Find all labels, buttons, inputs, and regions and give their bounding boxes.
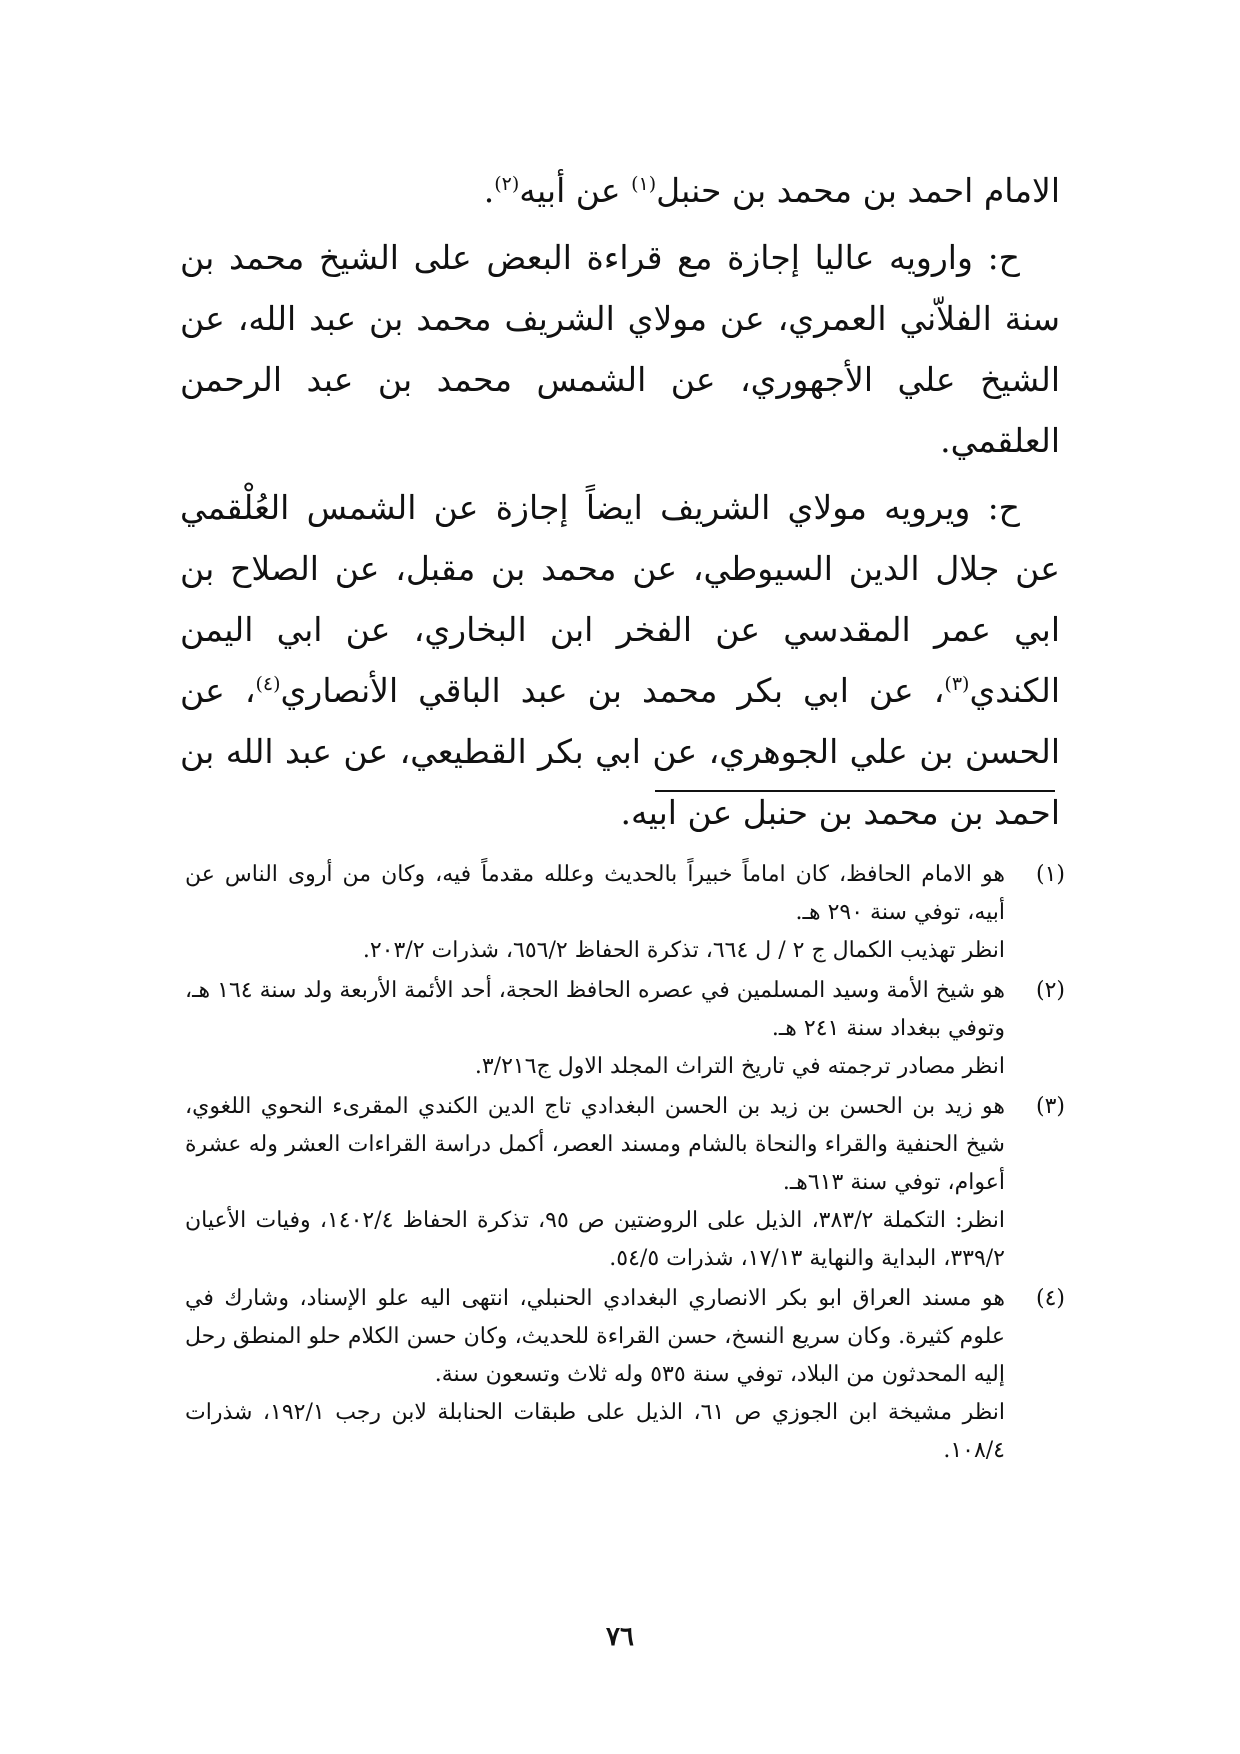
footnote-3 [185,1088,1065,1278]
main-paragraph-1 [180,160,1060,221]
paragraph-3-text-a: ح: ويرويه مولاي الشريف ايضاً إجازة عن الشمس العُلْقمي عن جلال الدين السيوطي، عن محمد بن مقبل، عن الصلاح بن ابي عمر المقدسي عن الفخر ابن البخاري، عن ابي اليمن الكندي [180,488,1061,710]
main-paragraph-2: ح: وارويه عاليا إجازة مع قراءة البعض على الشيخ محمد بن سنة الفلاّني العمري، عن مولاي الشريف محمد بن عبد الله، عن الشيخ علي الأجهوري، عن الشمس محمد بن عبد الرحمن العلقمي. [180,238,1060,460]
paragraph-1-text-b: عن أبيه [519,171,632,210]
paragraph-1-end: . [483,171,495,210]
footnote-number: (٢) [1035,978,1065,1003]
footnote-body [185,1280,1005,1470]
footnote-number: (١) [1035,862,1065,887]
paragraph-3-text-b: ، عن ابي بكر محمد بن عبد الباقي الأنصاري [280,671,945,710]
footnote-reference: انظر تهذيب الكمال ج ٢ / ل ٦٦٤، تذكرة الحفاظ ٦٥٦/٢، شذرات ٢٠٣/٢. [362,938,1005,963]
footnote-reference: انظر: التكملة ٣٨٣/٢، الذيل على الروضتين ص ٩٥، تذكرة الحفاظ ١٤٠٢/٤، وفيات الأعيان ٣٣٩/٢، البداية والنهاية ١٧/١٣، شذرات ٥٤/٥. [185,1208,1005,1271]
footnote-body [185,1088,1005,1278]
footnote-text: هو الامام الحافظ، كان اماماً خبيراً بالحديث وعلله مقدماً فيه، وكان من أروى الناس عن أبيه، توفي سنة ٢٩٠ هـ. [185,862,1005,925]
footnote-ref-4: (٤) [255,673,281,695]
footnote-number: (٤) [1035,1286,1065,1311]
footnotes-section [185,856,1065,1472]
footnote-text: هو مسند العراق ابو بكر الانصاري البغدادي الحنبلي، انتهى اليه علو الإسناد، وشارك في علوم كثيرة. وكان سريع النسخ، حسن القراءة للحديث، وكان حسن الكلام حلو المنطق رحل إليه المحدثون من البلاد، توفي سنة ٥٣٥ وله ثلاث وتسعون سنة. [185,1286,1005,1387]
footnote-4 [185,1280,1065,1470]
footnote-reference: انظر مشيخة ابن الجوزي ص ٦١، الذيل على طبقات الحنابلة لابن رجب ١٩٢/١، شذرات ١٠٨/٤. [185,1400,1005,1463]
footnote-reference: انظر مصادر ترجمته في تاريخ التراث المجلد الاول ج٣/٢١٦. [474,1054,1005,1079]
paragraph-1-text: الامام احمد بن محمد بن حنبل [656,171,1060,210]
footnote-body [185,972,1005,1086]
footnote-text: هو شيخ الأمة وسيد المسلمين في عصره الحافظ الحجة، أحد الأئمة الأربعة ولد سنة ١٦٤ هـ، وتوفي ببغداد سنة ٢٤١ هـ. [185,978,1005,1041]
footnote-body [185,856,1005,970]
footnote-ref-2: (٢) [494,173,520,195]
footnote-ref-1: (١) [631,173,657,195]
footnote-ref-3: (٣) [944,673,970,695]
footnote-2 [185,972,1065,1086]
paragraph-3-text-c: ، عن الحسن بن علي الجوهري، عن ابي بكر القطيعي، عن عبد الله بن احمد بن محمد بن حنبل عن ابيه. [180,671,1060,832]
page-number: ٧٦ [606,1622,634,1652]
main-paragraph-3 [180,477,1060,843]
footnote-divider [655,790,1055,792]
footnote-text: هو زيد بن الحسن بن زيد بن الحسن البغدادي تاج الدين الكندي المقرىء النحوي اللغوي، شيخ الحنفية والقراء والنحاة بالشام ومسند العصر، أكمل دراسة القراءات العشر وله عشرة أعوام، توفي سنة ٦١٣هـ. [185,1094,1005,1195]
footnote-number: (٣) [1035,1094,1065,1119]
footnote-1 [185,856,1065,970]
main-text [180,160,1060,849]
